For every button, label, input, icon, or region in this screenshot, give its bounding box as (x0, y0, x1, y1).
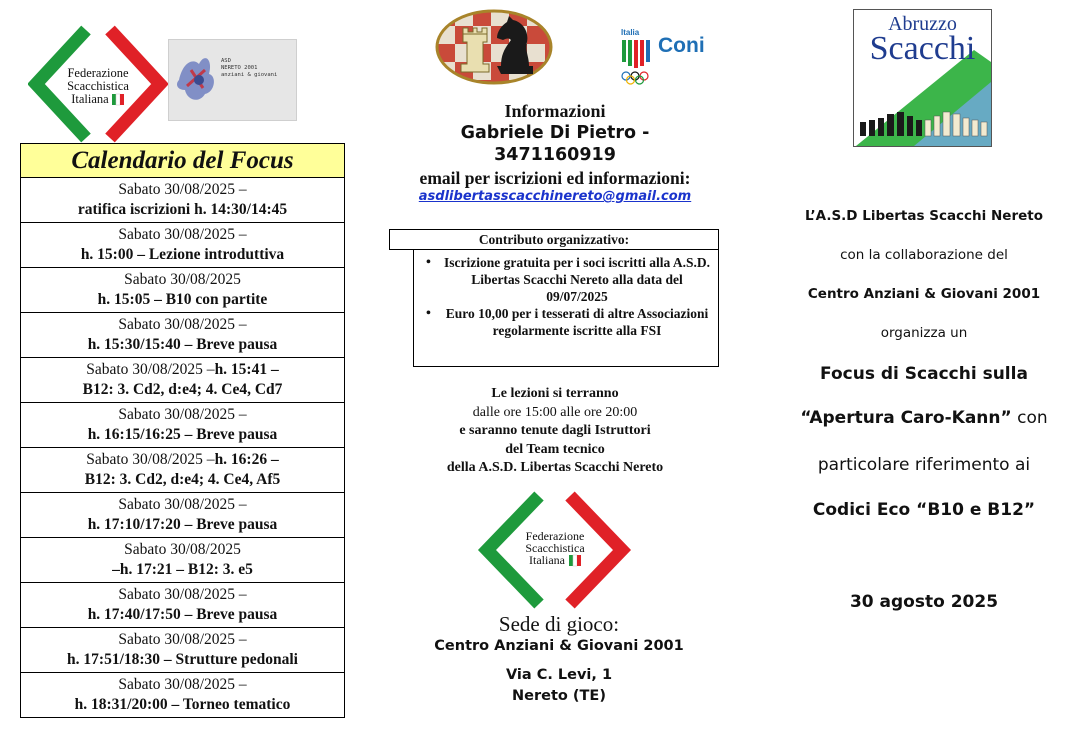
calendar-row-activity: h. 17:51/18:30 – Strutture pedonali (67, 651, 298, 668)
calendar-row-date: Sabato 30/08/2025 – (118, 676, 247, 693)
contribution-item: • Euro 10,00 per i tesserati di altre Associazioni regolarmente iscritte alla FSI (422, 305, 712, 339)
calendar-row (21, 493, 344, 538)
coni-logo-text: Coni (658, 34, 705, 57)
coni-logo (618, 28, 714, 86)
calendar-row (21, 313, 344, 358)
fsi-logo-line3: Italiana (529, 553, 565, 567)
calendar-row-activity: h. 17:10/17:20 – Breve pausa (87, 516, 278, 533)
venue-street: Via C. Levi, 1 (505, 667, 613, 683)
calendar-row-activity: h. 16:15/16:25 – Breve pausa (87, 426, 278, 443)
lessons-line: del Team tecnico (505, 441, 605, 457)
organizer-name: L’A.S.D Libertas Scacchi Nereto (805, 208, 1043, 224)
lessons-line: della A.S.D. Libertas Scacchi Nereto (446, 460, 664, 475)
calendar-row (21, 358, 344, 403)
venue-block (400, 612, 718, 707)
calendar-row-time: h. 16:26 – (214, 451, 279, 468)
fsi-logo-line3: Italiana (71, 92, 109, 106)
calendar-row-activity: B12: 3. Cd2, d:e4; 4. Ce4, Af5 (84, 471, 281, 488)
nereto-club-badge (168, 39, 297, 121)
calendar-row-date: Sabato 30/08/2025 – (118, 406, 247, 423)
fsi-logo-line2: Scacchistica (67, 79, 129, 93)
lessons-line: e saranno tenute dagli Istruttori (459, 423, 651, 438)
fsi-logo-graphic (28, 24, 168, 144)
calendar-row (21, 178, 344, 223)
contribution-list (422, 254, 712, 339)
calendar-row-activity: h. 17:40/17:50 – Breve pausa (87, 606, 278, 623)
abruzzo-logo-line1: Abruzzo (888, 13, 957, 35)
calendar-row-activity: h. 15:00 – Lezione introduttiva (80, 246, 285, 263)
fsi-logo-line1: Federazione (67, 66, 129, 80)
event-title: Focus di Scacchi sulla (820, 364, 1028, 384)
email-label: email per iscrizioni ed informazioni: (419, 168, 691, 188)
calendar-row-date: Sabato 30/08/2025 – (86, 451, 215, 468)
collaboration-partner: Centro Anziani & Giovani 2001 (807, 286, 1041, 302)
calendar-row-date: Sabato 30/08/2025 – (118, 586, 247, 603)
calendar-row-activity: h. 15:05 – B10 con partite (97, 291, 268, 308)
info-title: Informazioni (504, 101, 606, 121)
calendar-row-activity: B12: 3. Cd2, d:e4; 4. Ce4, Cd7 (82, 381, 283, 398)
calendar-table (20, 143, 345, 718)
event-opening-suffix: con (1011, 408, 1048, 428)
calendar-row (21, 538, 344, 583)
calendar-row (21, 403, 344, 448)
calendar-row-date: Sabato 30/08/2025 – (118, 631, 247, 648)
event-codes: Codici Eco “B10 e B12” (812, 500, 1036, 520)
abruzzo-logo-line2: Scacchi (869, 30, 976, 67)
calendar-row (21, 628, 344, 673)
venue-name: Centro Anziani & Giovani 2001 (434, 638, 684, 654)
email-link[interactable]: asdlibertasscacchinereto@gmail.com (418, 189, 692, 204)
calendar-row-activity: –h. 17:21 – B12: 3. e5 (112, 561, 253, 578)
fsi-logo-line1: Federazione (525, 529, 585, 543)
calendar-row (21, 673, 344, 717)
contact-name: Gabriele Di Pietro - (460, 123, 650, 143)
event-date: 30 agosto 2025 (849, 592, 999, 612)
calendar-row (21, 268, 344, 313)
calendar-row (21, 448, 344, 493)
fsi-logo-line2: Scacchistica (525, 541, 585, 555)
calendar-row-activity: h. 15:30/15:40 – Breve pausa (87, 336, 278, 353)
lessons-info (395, 385, 715, 478)
fsi-logo (477, 490, 632, 610)
contribution-item: • Iscrizione gratuita per i soci iscritti alla A.S.D. Libertas Scacchi Nereto alla data del 09/07/2025 (422, 254, 712, 305)
calendar-row-date: Sabato 30/08/2025 (124, 271, 241, 288)
calendar-row-activity: ratifica iscrizioni h. 14:30/14:45 (77, 201, 288, 218)
venue-city: Nereto (TE) (512, 688, 606, 704)
event-opening (775, 408, 1073, 428)
calendar-row-date: Sabato 30/08/2025 – (118, 181, 247, 198)
collaboration-text: con la collaborazione del (840, 247, 1008, 263)
contact-phone: 3471160919 (494, 145, 616, 165)
fsi-logo-graphic (477, 490, 632, 610)
nereto-badge-text: ASD NERETO 2001 anziani & giovani (221, 58, 278, 78)
calendar-row-activity: h. 18:31/20:00 – Torneo tematico (74, 696, 291, 713)
calendar-row-date: Sabato 30/08/2025 – (118, 496, 247, 513)
contribution-title: Contributo organizzativo: (389, 229, 719, 250)
calendar-row-date: Sabato 30/08/2025 – (118, 226, 247, 243)
chess-pieces-logo (435, 8, 553, 86)
lessons-line: Le lezioni si terranno (491, 386, 619, 401)
calendar-row (21, 223, 344, 268)
organizes-text: organizza un (880, 325, 968, 341)
calendar-row (21, 583, 344, 628)
venue-label: Sede di gioco: (498, 612, 620, 636)
contribution-box (413, 250, 719, 367)
lessons-line: dalle ore 15:00 alle ore 20:00 (472, 404, 638, 420)
calendar-row-time: h. 15:41 – (214, 361, 279, 378)
calendar-row-date: Sabato 30/08/2025 – (86, 361, 215, 378)
event-reference: particolare riferimento ai (817, 455, 1031, 475)
abruzzo-scacchi-logo (853, 9, 992, 147)
calendar-row-date: Sabato 30/08/2025 (124, 541, 241, 558)
coni-emblem (618, 34, 658, 92)
fsi-logo (28, 24, 168, 144)
calendar-title: Calendario del Focus (21, 144, 344, 178)
chess-pieces-graphic (435, 8, 553, 86)
calendar-row-date: Sabato 30/08/2025 – (118, 316, 247, 333)
info-block (385, 100, 725, 206)
event-opening-name: “Apertura Caro-Kann” (800, 408, 1012, 428)
coni-logo-country: Italia (621, 28, 640, 37)
nereto-badge-art (169, 40, 297, 121)
